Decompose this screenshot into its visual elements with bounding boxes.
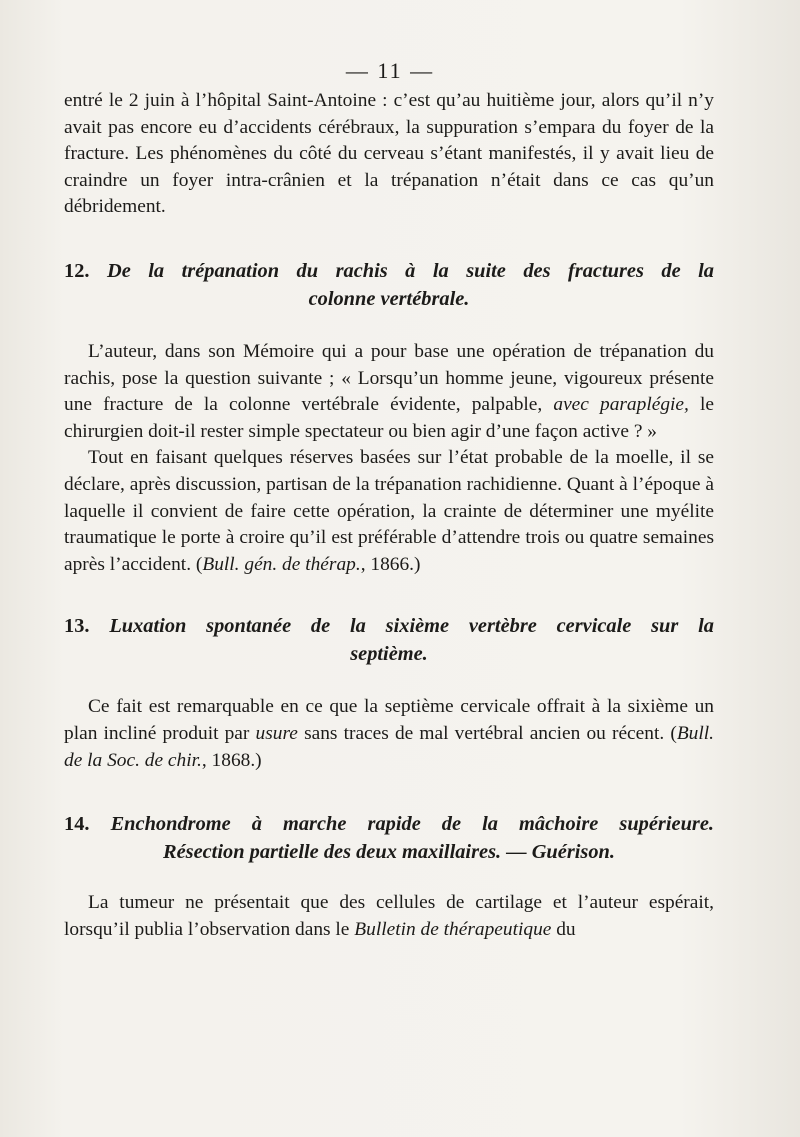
section-12-heading	[64, 257, 714, 313]
section-13-title-text: Luxation spontanée de la sixième vertèbre cervicale sur la	[109, 615, 714, 638]
section-12-para1-end: le chirurgien doit-il rester simple spectateur ou bien agir d’une façon active ? »	[64, 394, 714, 442]
section-13-number: 13.	[64, 615, 90, 638]
section-12-title-line2: colonne vertébrale.	[308, 287, 470, 310]
section-12-para1-italic: avec paraplégie,	[553, 394, 689, 416]
section-12-para1-start: L’auteur, dans son Mémoire qui a pour base une opération de trépanation du rachis, pose la question suivante ; « Lorsqu’un homme jeune, vigoureux présente une fracture de la colonne vertébrale évidente, palpable,	[64, 340, 714, 416]
section-12-title-line1	[64, 257, 714, 285]
section-13-title-line2: septième.	[350, 643, 428, 666]
section-14-number: 14.	[64, 813, 90, 836]
section-13-heading	[64, 612, 714, 668]
section-13-para-italic: usure	[255, 722, 298, 744]
section-14-para-end: du	[556, 918, 576, 940]
section-14-heading	[64, 810, 714, 866]
document-body	[64, 88, 714, 943]
section-12-para2-start: Tout en faisant quelques réserves basées sur l’état probable de la moelle, il se déclare, après discussion, partisan de la trépanation rachidienne. Quant à l’époque à laquelle il convient de faire cette opération, la crainte de déterminer une myélite traumatique le porte à croire qu’il est préférable d’attendre trois ou quatre semaines après l’accident. (	[64, 447, 714, 575]
section-12-paragraph-2	[64, 445, 714, 578]
section-12-paragraph-1	[64, 339, 714, 445]
section-13-title-line1	[64, 612, 714, 640]
section-14-paragraph	[64, 890, 714, 943]
section-13-para-start: Ce fait est remarquable en ce que la septième cervicale offrait à la sixième un plan incliné produit par	[64, 696, 714, 744]
section-13-paragraph	[64, 694, 714, 774]
section-12-para2-year: , 1866.)	[360, 553, 421, 575]
section-13-para-citation: Bull. de la Soc. de chir.	[64, 722, 714, 771]
section-12-para2-citation: Bull. gén. de thérap.	[202, 553, 361, 575]
section-14-para-citation: Bulletin de thérapeutique	[354, 918, 552, 940]
section-12-title-text: De la trépanation du rachis à la suite des fractures de la	[107, 259, 714, 282]
section-13-para-year: , 1868.)	[201, 749, 262, 771]
page-number: — 11 —	[345, 58, 435, 83]
section-14-title-text: Enchondrome à marche rapide de la mâchoire supérieure.	[110, 813, 714, 836]
section-14-title-line2: Résection partielle des deux maxillaires. — Guérison.	[163, 841, 615, 864]
section-14-title-line1	[64, 810, 714, 838]
section-13-para-middle: sans traces de mal vertébral ancien ou récent. (	[304, 722, 677, 744]
intro-paragraph: entré le 2 juin à l’hôpital Saint-Antoine : c’est qu’au huitième jour, alors qu’il n’y avait pas encore eu d’accidents cérébraux, la suppuration s’empara du foyer de la fracture. Les phénomènes du côté du cerveau s’étant manifestés, il y avait lieu de craindre un foyer intra-crânien et la trépanation n’était dans ce cas qu’un débridement.	[64, 90, 714, 218]
section-14-para-start: La tumeur ne présentait que des cellules de cartilage et l’auteur espérait, lorsqu’il publia l’observation dans le	[64, 892, 714, 940]
section-12-number: 12.	[64, 259, 90, 282]
